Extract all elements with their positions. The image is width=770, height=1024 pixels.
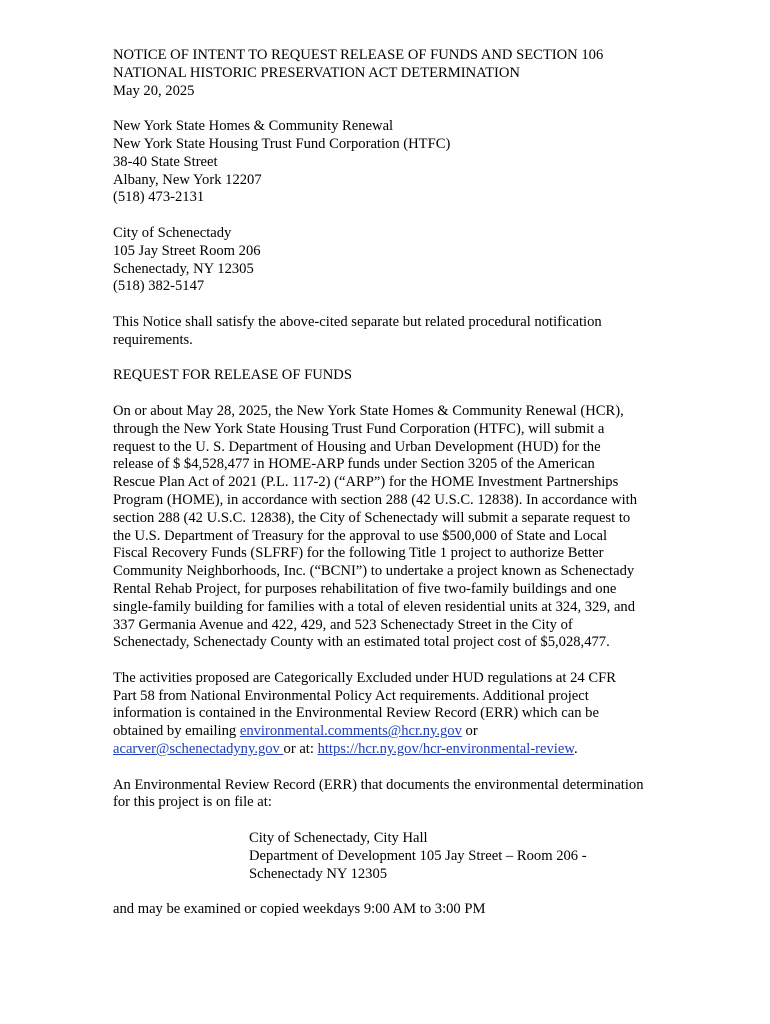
- location-line-3: Schenectady NY 12305: [249, 865, 388, 882]
- request-line: On or about May 28, 2025, the New York State Homes & Community Renewal (HCR),: [113, 402, 624, 419]
- spacer: [113, 883, 665, 901]
- request-line: Program (HOME), in accordance with section 288 (42 U.S.C. 12838). In accordance with: [113, 491, 638, 508]
- request-line: Fiscal Recovery Funds (SLFRF) for the following Title 1 project to authorize Better: [113, 545, 604, 562]
- activities-line-5: [113, 741, 665, 759]
- location-line-2: Department of Development 105 Jay Street – Room 206 -: [249, 847, 587, 864]
- city-phone: (518) 382-5147: [113, 278, 205, 295]
- spacer: [113, 100, 665, 118]
- request-line: the U.S. Department of Treasury for the approval to use $500,000 of State and Local: [113, 527, 608, 544]
- spacer: [113, 759, 665, 777]
- notice-title: [113, 47, 665, 100]
- city-citystate: Schenectady, NY 12305: [113, 260, 254, 277]
- err-line-2: for this project is on file at:: [113, 794, 272, 811]
- request-paragraph: [113, 403, 665, 652]
- notice-paragraph: [113, 314, 665, 350]
- activities-line-5-mid: or at:: [283, 741, 318, 758]
- agency-city: Albany, New York 12207: [113, 171, 262, 188]
- err-line-1: An Environmental Review Record (ERR) that documents the environmental determination: [113, 776, 644, 793]
- spacer: [113, 385, 665, 403]
- notice-line-2: requirements.: [113, 331, 193, 348]
- spacer: [113, 652, 665, 670]
- err-location-block: [113, 830, 665, 883]
- office-hours: and may be examined or copied weekdays 9:00 AM to 3:00 PM: [113, 901, 486, 918]
- section-heading-request: REQUEST FOR RELEASE OF FUNDS: [113, 367, 352, 384]
- agency-phone: (518) 473-2131: [113, 189, 205, 206]
- activities-line-4-suffix: or: [461, 723, 478, 740]
- request-line: Community Neighborhoods, Inc. (“BCNI”) to undertake a project known as Schenectady: [113, 563, 635, 580]
- hcr-email-link[interactable]: environmental.comments@hcr.ny.gov: [239, 723, 462, 740]
- notice-date: May 20, 2025: [113, 82, 195, 99]
- activities-line-3: information is contained in the Environmental Review Record (ERR) which can be: [113, 705, 599, 722]
- request-line: Rental Rehab Project, for purposes rehabilitation of five two-family buildings and one: [113, 580, 617, 597]
- city-name: City of Schenectady: [113, 224, 232, 241]
- environmental-review-url-link[interactable]: https://hcr.ny.gov/hcr-environmental-review: [317, 741, 574, 758]
- city-address-block: [113, 225, 665, 296]
- spacer: [113, 296, 665, 314]
- notice-line-1: This Notice shall satisfy the above-cited separate but related procedural notification: [113, 313, 602, 330]
- spacer: [113, 207, 665, 225]
- err-paragraph: [113, 777, 665, 813]
- location-line-1: City of Schenectady, City Hall: [249, 830, 428, 847]
- activities-line-4: [113, 723, 665, 741]
- agency-corporation: New York State Housing Trust Fund Corporation (HTFC): [113, 135, 451, 152]
- spacer: [113, 350, 665, 368]
- request-line: request to the U. S. Department of Housing and Urban Development (HUD) for the: [113, 438, 601, 455]
- activities-line-4-prefix: obtained by emailing: [113, 723, 240, 740]
- activities-line-5-end: .: [573, 741, 578, 758]
- title-line-1: NOTICE OF INTENT TO REQUEST RELEASE OF FUNDS AND SECTION 106: [113, 47, 604, 63]
- agency-address-block: [113, 118, 665, 207]
- activities-line-1: The activities proposed are Categorically Excluded under HUD regulations at 24 CFR: [113, 669, 616, 686]
- spacer: [113, 812, 665, 830]
- schenectady-email-link[interactable]: acarver@schenectadyny.gov: [113, 741, 284, 758]
- agency-name: New York State Homes & Community Renewal: [113, 118, 394, 135]
- request-line: 337 Germania Avenue and 422, 429, and 523 Schenectady Street in the City of: [113, 616, 573, 633]
- document-page: [113, 47, 665, 919]
- request-line: release of $ $4,528,477 in HOME-ARP funds under Section 3205 of the American: [113, 456, 595, 473]
- request-line: section 288 (42 U.S.C. 12838), the City of Schenectady will submit a separate request to: [113, 509, 631, 526]
- request-line: Schenectady, Schenectady County with an estimated total project cost of $5,028,477.: [113, 634, 610, 651]
- agency-street: 38-40 State Street: [113, 153, 218, 170]
- city-street: 105 Jay Street Room 206: [113, 242, 261, 259]
- activities-line-2: Part 58 from National Environmental Policy Act requirements. Additional project: [113, 687, 589, 704]
- title-line-2: NATIONAL HISTORIC PRESERVATION ACT DETERMINATION: [113, 64, 520, 81]
- request-line: Rescue Plan Act of 2021 (P.L. 117-2) (“ARP”) for the HOME Investment Partnerships: [113, 474, 619, 491]
- request-line: single-family building for families with a total of eleven residential units at 324, 329, and: [113, 598, 636, 615]
- activities-paragraph: [113, 670, 665, 759]
- request-line: through the New York State Housing Trust Fund Corporation (HTFC), will submit a: [113, 420, 605, 437]
